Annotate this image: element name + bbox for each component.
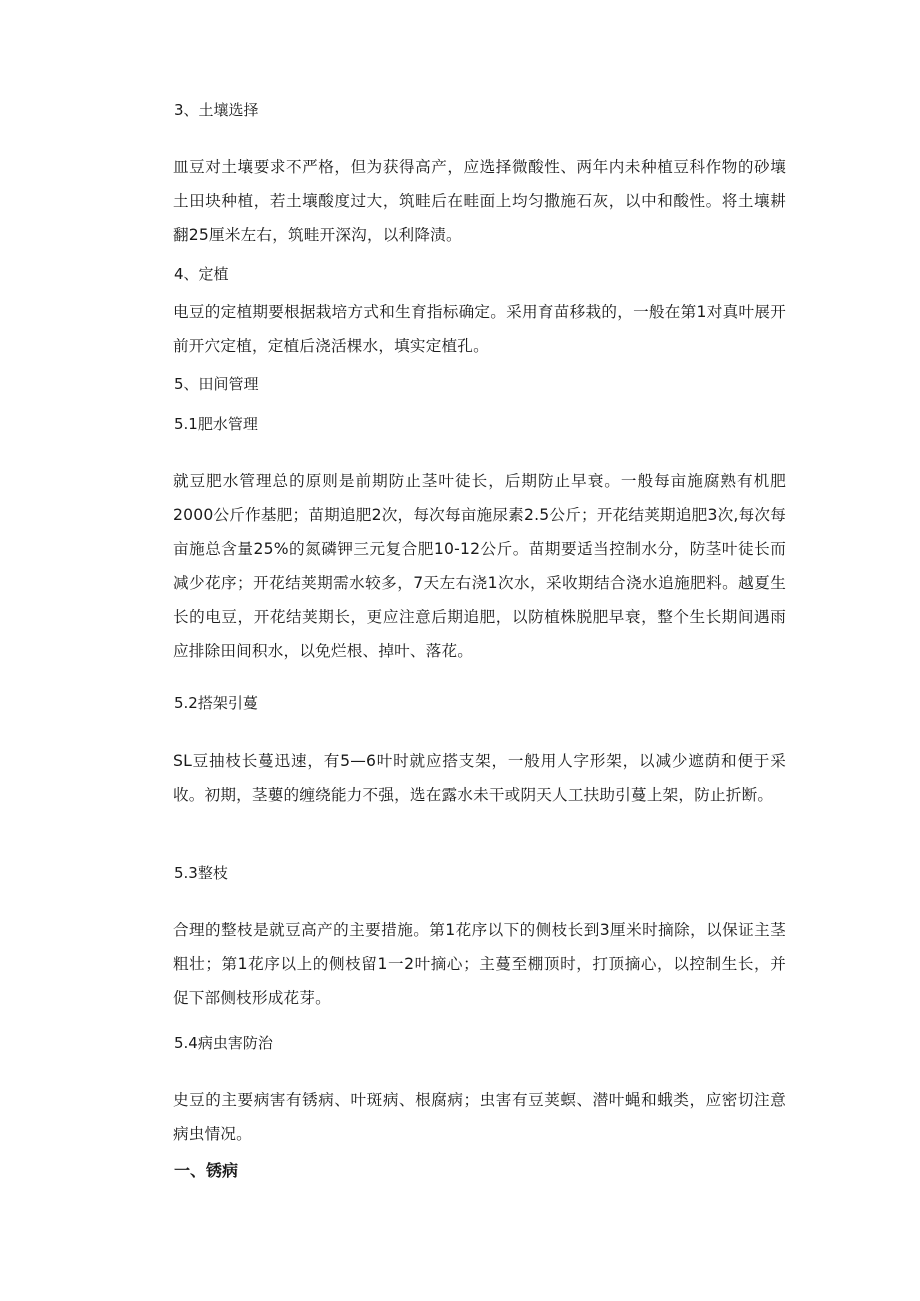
- section-heading-pruning: 5.3整枝: [174, 864, 228, 882]
- section-heading-fertilizer: 5.1肥水管理: [174, 415, 258, 433]
- paragraph-fertilizer: 就豆肥水管理总的原则是前期防止茎叶徒长，后期防止早衰。一般每亩施腐熟有机肥2000公斤作基肥；苗期追肥2次，每次每亩施尿素2.5公斤；开花结荚期追肥3次,每次每亩施总含量25%的氮磷钾三元复合肥10-12公斤。苗期要适当控制水分，防茎叶徒长而减少花序；开花结荚期需水较多，7天左右浇1次水，采收期结合浇水追施肥料。越夏生长的电豆，开花结荚期长，更应注意后期追肥，以防植株脱肥早衰，整个生长期间遇雨应排除田间积水，以免烂根、掉叶、落花。: [173, 472, 786, 660]
- section-heading-field-management: 5、田间管理: [174, 375, 259, 393]
- paragraph-soil: 皿豆对土壤要求不严格，但为获得高产，应选择微酸性、两年内未种植豆科作物的砂壤土田块种植，若土壤酸度过大，筑畦后在畦面上均匀撒施石灰，以中和酸性。将土壤耕翻25厘米左右，筑畦开深沟，以利降渍。: [173, 158, 786, 244]
- paragraph-planting: 电豆的定植期要根据栽培方式和生育指标确定。采用育苗移栽的，一般在第1对真叶展开前开穴定植，定植后浇活棵水，填实定植孔。: [173, 303, 786, 355]
- section-heading-rust: 一、锈病: [174, 1161, 239, 1180]
- paragraph-trellis: SL豆抽枝长蔓迅速，有5—6叶时就应搭支架，一般用人字形架，以减少遮荫和便于采收。初期，茎蘡的缠绕能力不强，选在露水未干或阴天人工扶助引蔓上架，防止折断。: [173, 752, 786, 804]
- section-heading-soil: 3、土壤选择: [174, 101, 259, 119]
- paragraph-pest-control: 史豆的主要病害有锈病、叶斑病、根腐病；虫害有豆荚螟、潜叶蝇和蛾类，应密切注意病虫情况。: [173, 1091, 786, 1143]
- section-heading-trellis: 5.2搭架引蔓: [174, 694, 258, 712]
- paragraph-pruning: 合理的整枝是就豆高产的主要措施。第1花序以下的侧枝长到3厘米时摘除，以保证主茎粗壮；第1花序以上的侧枝留1一2叶摘心；主蔓至棚顶时，打顶摘心，以控制生长，并促下部侧枝形成花芽。: [173, 921, 786, 1007]
- section-heading-planting: 4、定植: [174, 265, 229, 283]
- section-heading-pest-control: 5.4病虫害防治: [174, 1034, 273, 1052]
